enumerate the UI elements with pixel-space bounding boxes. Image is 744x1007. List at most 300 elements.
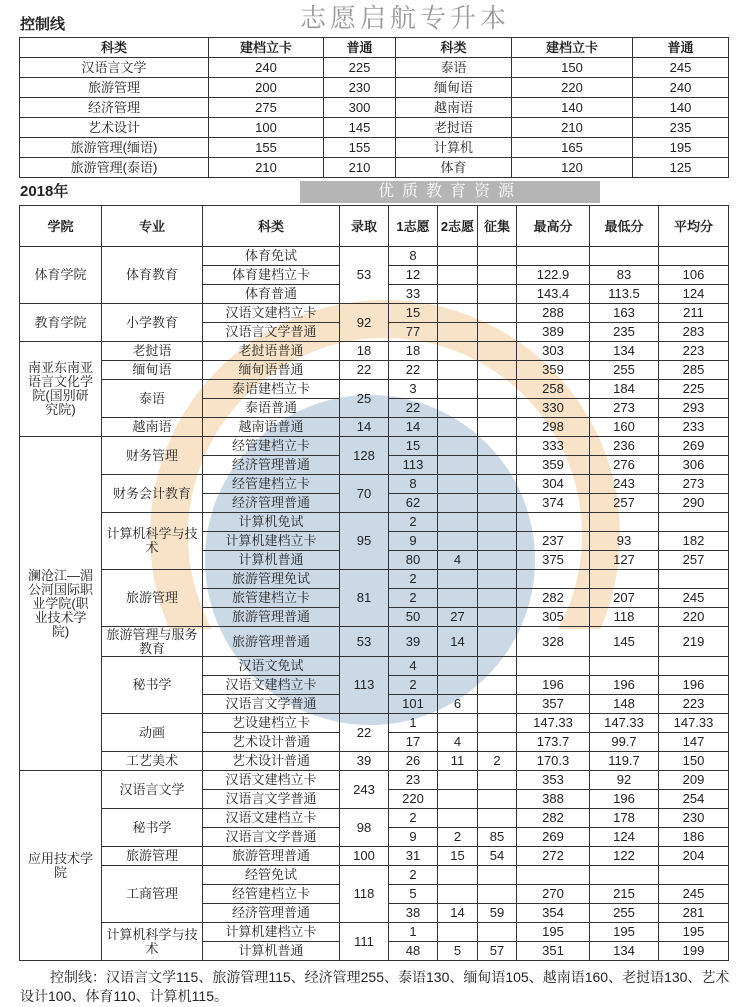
avg-score-cell: 199 bbox=[659, 942, 729, 961]
max-score-cell: 354 bbox=[517, 904, 590, 923]
supplement-cell bbox=[478, 695, 517, 714]
supplement-cell bbox=[478, 513, 517, 532]
supplement-cell bbox=[478, 657, 517, 676]
choice2-cell bbox=[438, 657, 478, 676]
avg-score-cell: 245 bbox=[659, 885, 729, 904]
choice1-cell: 38 bbox=[389, 904, 438, 923]
control-line-title: 控制线 bbox=[20, 16, 66, 33]
max-score-cell: 288 bbox=[517, 304, 590, 323]
choice1-cell: 22 bbox=[389, 361, 438, 380]
major-cell: 工商管理 bbox=[102, 866, 203, 923]
admit-count-cell: 100 bbox=[340, 847, 389, 866]
choice2-cell bbox=[438, 437, 478, 456]
category-cell: 泰语普通 bbox=[203, 399, 340, 418]
major-cell: 工艺美术 bbox=[102, 752, 203, 771]
category-cell: 体育建档立卡 bbox=[203, 266, 340, 285]
table-row bbox=[20, 714, 729, 733]
choice2-cell bbox=[438, 714, 478, 733]
max-score-cell: 333 bbox=[517, 437, 590, 456]
min-score-cell bbox=[590, 657, 659, 676]
table-row bbox=[20, 657, 729, 676]
table-cell: 195 bbox=[633, 138, 729, 158]
supplement-cell bbox=[478, 589, 517, 608]
table-cell: 经济管理 bbox=[20, 98, 209, 118]
table-cell: 210 bbox=[512, 118, 633, 138]
choice2-cell bbox=[438, 866, 478, 885]
supplement-cell bbox=[478, 809, 517, 828]
choice2-cell bbox=[438, 475, 478, 494]
choice1-cell: 26 bbox=[389, 752, 438, 771]
choice1-cell: 80 bbox=[389, 551, 438, 570]
min-score-cell: 83 bbox=[590, 266, 659, 285]
column-header: 科类 bbox=[20, 38, 209, 58]
major-cell: 秘书学 bbox=[102, 809, 203, 847]
choice2-cell bbox=[438, 771, 478, 790]
category-cell: 老挝语普通 bbox=[203, 342, 340, 361]
year-title: 2018年 bbox=[20, 183, 69, 200]
table-cell: 泰语 bbox=[396, 58, 512, 78]
min-score-cell bbox=[590, 570, 659, 589]
category-cell: 旅游管理普通 bbox=[203, 627, 340, 657]
max-score-cell: 359 bbox=[517, 456, 590, 475]
category-cell: 汉语言文学普通 bbox=[203, 323, 340, 342]
choice2-cell: 27 bbox=[438, 608, 478, 627]
max-score-cell: 359 bbox=[517, 361, 590, 380]
category-cell: 汉语文建档立卡 bbox=[203, 771, 340, 790]
table-cell: 旅游管理 bbox=[20, 78, 209, 98]
table-cell: 汉语言文学 bbox=[20, 58, 209, 78]
choice2-cell: 14 bbox=[438, 904, 478, 923]
admit-count-cell: 128 bbox=[340, 437, 389, 475]
choice1-cell: 12 bbox=[389, 266, 438, 285]
column-header: 2志愿 bbox=[438, 206, 478, 247]
avg-score-cell: 285 bbox=[659, 361, 729, 380]
avg-score-cell: 147.33 bbox=[659, 714, 729, 733]
college-cell: 体育学院 bbox=[20, 247, 102, 304]
table-row bbox=[20, 138, 729, 158]
choice1-cell: 23 bbox=[389, 771, 438, 790]
avg-score-cell: 293 bbox=[659, 399, 729, 418]
table-cell: 140 bbox=[633, 98, 729, 118]
column-header: 科类 bbox=[203, 206, 340, 247]
avg-score-cell: 223 bbox=[659, 695, 729, 714]
max-score-cell: 270 bbox=[517, 885, 590, 904]
supplement-cell bbox=[478, 323, 517, 342]
avg-score-cell: 106 bbox=[659, 266, 729, 285]
max-score-cell: 303 bbox=[517, 342, 590, 361]
table-cell: 300 bbox=[324, 98, 396, 118]
category-cell: 计算机普通 bbox=[203, 551, 340, 570]
column-header: 科类 bbox=[396, 38, 512, 58]
avg-score-cell: 186 bbox=[659, 828, 729, 847]
max-score-cell: 237 bbox=[517, 532, 590, 551]
choice1-cell: 31 bbox=[389, 847, 438, 866]
min-score-cell: 276 bbox=[590, 456, 659, 475]
min-score-cell: 127 bbox=[590, 551, 659, 570]
max-score-cell: 374 bbox=[517, 494, 590, 513]
category-cell: 计算机建档立卡 bbox=[203, 532, 340, 551]
supplement-cell bbox=[478, 551, 517, 570]
category-cell: 旅管建档立卡 bbox=[203, 589, 340, 608]
choice1-cell: 8 bbox=[389, 475, 438, 494]
min-score-cell: 184 bbox=[590, 380, 659, 399]
max-score-cell: 328 bbox=[517, 627, 590, 657]
category-cell: 经管建档立卡 bbox=[203, 437, 340, 456]
column-header: 普通 bbox=[324, 38, 396, 58]
choice1-cell: 3 bbox=[389, 380, 438, 399]
min-score-cell: 119.7 bbox=[590, 752, 659, 771]
max-score-cell: 195 bbox=[517, 923, 590, 942]
table-cell: 100 bbox=[209, 118, 324, 138]
table-cell: 旅游管理(泰语) bbox=[20, 158, 209, 178]
admit-count-cell: 53 bbox=[340, 627, 389, 657]
choice2-cell bbox=[438, 361, 478, 380]
choice2-cell: 4 bbox=[438, 551, 478, 570]
max-score-cell bbox=[517, 513, 590, 532]
choice2-cell bbox=[438, 418, 478, 437]
avg-score-cell: 220 bbox=[659, 608, 729, 627]
choice1-cell: 5 bbox=[389, 885, 438, 904]
category-cell: 汉语言文学普通 bbox=[203, 828, 340, 847]
table-row bbox=[20, 627, 729, 657]
choice1-cell: 77 bbox=[389, 323, 438, 342]
category-cell: 经管免试 bbox=[203, 866, 340, 885]
major-cell: 旅游管理 bbox=[102, 847, 203, 866]
min-score-cell: 148 bbox=[590, 695, 659, 714]
category-cell: 旅游管理普通 bbox=[203, 608, 340, 627]
min-score-cell: 163 bbox=[590, 304, 659, 323]
table-row bbox=[20, 158, 729, 178]
choice1-cell: 18 bbox=[389, 342, 438, 361]
supplement-cell: 2 bbox=[478, 752, 517, 771]
choice2-cell bbox=[438, 399, 478, 418]
header-row bbox=[20, 206, 729, 247]
admit-count-cell: 22 bbox=[340, 714, 389, 752]
table-row bbox=[20, 418, 729, 437]
table-cell: 210 bbox=[324, 158, 396, 178]
min-score-cell: 134 bbox=[590, 342, 659, 361]
max-score-cell: 389 bbox=[517, 323, 590, 342]
table-row bbox=[20, 847, 729, 866]
choice1-cell: 9 bbox=[389, 828, 438, 847]
table-cell: 225 bbox=[324, 58, 396, 78]
avg-score-cell: 254 bbox=[659, 790, 729, 809]
max-score-cell: 269 bbox=[517, 828, 590, 847]
table-cell: 155 bbox=[324, 138, 396, 158]
admit-count-cell: 39 bbox=[340, 752, 389, 771]
admit-count-cell: 14 bbox=[340, 418, 389, 437]
table-cell: 艺术设计 bbox=[20, 118, 209, 138]
category-cell: 汉语言文学普通 bbox=[203, 695, 340, 714]
table-row bbox=[20, 342, 729, 361]
min-score-cell: 196 bbox=[590, 790, 659, 809]
choice2-cell bbox=[438, 247, 478, 266]
choice1-cell: 101 bbox=[389, 695, 438, 714]
category-cell: 艺设建档立卡 bbox=[203, 714, 340, 733]
supplement-cell bbox=[478, 627, 517, 657]
supplement-cell bbox=[478, 437, 517, 456]
admit-count-cell: 70 bbox=[340, 475, 389, 513]
max-score-cell: 353 bbox=[517, 771, 590, 790]
choice1-cell: 2 bbox=[389, 866, 438, 885]
supplement-cell bbox=[478, 494, 517, 513]
max-score-cell bbox=[517, 247, 590, 266]
choice2-cell bbox=[438, 570, 478, 589]
min-score-cell: 273 bbox=[590, 399, 659, 418]
table-cell: 275 bbox=[209, 98, 324, 118]
max-score-cell: 298 bbox=[517, 418, 590, 437]
table-row bbox=[20, 437, 729, 456]
category-cell: 计算机建档立卡 bbox=[203, 923, 340, 942]
supplement-cell bbox=[478, 676, 517, 695]
min-score-cell: 99.7 bbox=[590, 733, 659, 752]
avg-score-cell: 290 bbox=[659, 494, 729, 513]
major-cell: 越南语 bbox=[102, 418, 203, 437]
category-cell: 汉语言文学普通 bbox=[203, 790, 340, 809]
college-cell: 应用技术学院 bbox=[20, 771, 102, 961]
major-cell: 泰语 bbox=[102, 380, 203, 418]
table-cell: 缅甸语 bbox=[396, 78, 512, 98]
major-cell: 秘书学 bbox=[102, 657, 203, 714]
choice1-cell: 33 bbox=[389, 285, 438, 304]
major-cell: 老挝语 bbox=[102, 342, 203, 361]
column-header: 录取 bbox=[340, 206, 389, 247]
min-score-cell: 92 bbox=[590, 771, 659, 790]
table-cell: 230 bbox=[324, 78, 396, 98]
max-score-cell: 173.7 bbox=[517, 733, 590, 752]
table-row bbox=[20, 118, 729, 138]
choice1-cell: 2 bbox=[389, 809, 438, 828]
choice2-cell: 4 bbox=[438, 733, 478, 752]
category-cell: 经济管理普通 bbox=[203, 456, 340, 475]
avg-score-cell: 196 bbox=[659, 676, 729, 695]
max-score-cell: 258 bbox=[517, 380, 590, 399]
avg-score-cell: 204 bbox=[659, 847, 729, 866]
admit-count-cell: 81 bbox=[340, 570, 389, 627]
admit-count-cell: 243 bbox=[340, 771, 389, 809]
admit-count-cell: 111 bbox=[340, 923, 389, 961]
admit-count-cell: 118 bbox=[340, 866, 389, 923]
category-cell: 计算机普通 bbox=[203, 942, 340, 961]
major-cell: 计算机科学与技术 bbox=[102, 513, 203, 570]
supplement-cell bbox=[478, 570, 517, 589]
category-cell: 汉语文免试 bbox=[203, 657, 340, 676]
choice2-cell bbox=[438, 285, 478, 304]
choice1-cell: 14 bbox=[389, 418, 438, 437]
choice1-cell: 50 bbox=[389, 608, 438, 627]
category-cell: 艺术设计普通 bbox=[203, 752, 340, 771]
table-cell: 140 bbox=[512, 98, 633, 118]
avg-score-cell: 223 bbox=[659, 342, 729, 361]
min-score-cell: 195 bbox=[590, 923, 659, 942]
max-score-cell: 282 bbox=[517, 809, 590, 828]
choice1-cell: 220 bbox=[389, 790, 438, 809]
supplement-cell bbox=[478, 304, 517, 323]
min-score-cell bbox=[590, 247, 659, 266]
choice1-cell: 2 bbox=[389, 570, 438, 589]
avg-score-cell: 195 bbox=[659, 923, 729, 942]
category-cell: 经管建档立卡 bbox=[203, 475, 340, 494]
min-score-cell: 196 bbox=[590, 676, 659, 695]
min-score-cell: 215 bbox=[590, 885, 659, 904]
table-row bbox=[20, 570, 729, 589]
table-cell: 125 bbox=[633, 158, 729, 178]
avg-score-cell: 306 bbox=[659, 456, 729, 475]
table-cell: 老挝语 bbox=[396, 118, 512, 138]
control-line-table bbox=[19, 37, 729, 178]
college-cell: 澜沧江—湄公河国际职业学院(职业技术学院) bbox=[20, 437, 102, 771]
supplement-cell bbox=[478, 475, 517, 494]
column-header: 建档立卡 bbox=[512, 38, 633, 58]
avg-score-cell: 209 bbox=[659, 771, 729, 790]
avg-score-cell bbox=[659, 657, 729, 676]
choice2-cell bbox=[438, 676, 478, 695]
choice1-cell: 2 bbox=[389, 676, 438, 695]
table-cell: 体育 bbox=[396, 158, 512, 178]
supplement-cell bbox=[478, 418, 517, 437]
min-score-cell: 236 bbox=[590, 437, 659, 456]
category-cell: 汉语文建档立卡 bbox=[203, 809, 340, 828]
supplement-cell bbox=[478, 399, 517, 418]
choice1-cell: 62 bbox=[389, 494, 438, 513]
supplement-cell: 59 bbox=[478, 904, 517, 923]
category-cell: 体育免试 bbox=[203, 247, 340, 266]
supplement-cell bbox=[478, 923, 517, 942]
choice2-cell bbox=[438, 456, 478, 475]
min-score-cell: 134 bbox=[590, 942, 659, 961]
watermark-band: 优质教育资源 bbox=[300, 181, 600, 203]
admission-table bbox=[19, 205, 729, 961]
table-cell: 245 bbox=[633, 58, 729, 78]
avg-score-cell: 281 bbox=[659, 904, 729, 923]
column-header: 平均分 bbox=[659, 206, 729, 247]
choice1-cell: 15 bbox=[389, 304, 438, 323]
supplement-cell: 54 bbox=[478, 847, 517, 866]
supplement-cell bbox=[478, 771, 517, 790]
major-cell: 体育教育 bbox=[102, 247, 203, 304]
column-header: 最低分 bbox=[590, 206, 659, 247]
category-cell: 泰语建档立卡 bbox=[203, 380, 340, 399]
max-score-cell: 305 bbox=[517, 608, 590, 627]
choice2-cell bbox=[438, 323, 478, 342]
category-cell: 艺术设计普通 bbox=[203, 733, 340, 752]
avg-score-cell: 211 bbox=[659, 304, 729, 323]
college-cell: 教育学院 bbox=[20, 304, 102, 342]
choice2-cell bbox=[438, 790, 478, 809]
table-row bbox=[20, 752, 729, 771]
avg-score-cell: 245 bbox=[659, 589, 729, 608]
max-score-cell: 351 bbox=[517, 942, 590, 961]
max-score-cell: 147.33 bbox=[517, 714, 590, 733]
category-cell: 汉语文建档立卡 bbox=[203, 304, 340, 323]
avg-score-cell: 233 bbox=[659, 418, 729, 437]
max-score-cell: 357 bbox=[517, 695, 590, 714]
choice1-cell: 1 bbox=[389, 714, 438, 733]
column-header: 1志愿 bbox=[389, 206, 438, 247]
admit-count-cell: 18 bbox=[340, 342, 389, 361]
avg-score-cell: 269 bbox=[659, 437, 729, 456]
min-score-cell: 118 bbox=[590, 608, 659, 627]
category-cell: 汉语文建档立卡 bbox=[203, 676, 340, 695]
choice1-cell: 39 bbox=[389, 627, 438, 657]
min-score-cell: 255 bbox=[590, 361, 659, 380]
major-cell: 财务会计教育 bbox=[102, 475, 203, 513]
table-cell: 165 bbox=[512, 138, 633, 158]
avg-score-cell bbox=[659, 513, 729, 532]
supplement-cell bbox=[478, 790, 517, 809]
table-row bbox=[20, 513, 729, 532]
choice1-cell: 1 bbox=[389, 923, 438, 942]
table-row bbox=[20, 78, 729, 98]
table-cell: 210 bbox=[209, 158, 324, 178]
avg-score-cell: 230 bbox=[659, 809, 729, 828]
supplement-cell bbox=[478, 714, 517, 733]
table-cell: 120 bbox=[512, 158, 633, 178]
admit-count-cell: 53 bbox=[340, 247, 389, 304]
choice2-cell bbox=[438, 494, 478, 513]
header-row bbox=[20, 38, 729, 58]
min-score-cell: 207 bbox=[590, 589, 659, 608]
table-cell: 越南语 bbox=[396, 98, 512, 118]
choice1-cell: 8 bbox=[389, 247, 438, 266]
category-cell: 体育普通 bbox=[203, 285, 340, 304]
supplement-cell: 57 bbox=[478, 942, 517, 961]
table-cell: 240 bbox=[209, 58, 324, 78]
supplement-cell bbox=[478, 342, 517, 361]
choice1-cell: 22 bbox=[389, 399, 438, 418]
avg-score-cell bbox=[659, 570, 729, 589]
table-cell: 200 bbox=[209, 78, 324, 98]
choice2-cell bbox=[438, 809, 478, 828]
category-cell: 越南语普通 bbox=[203, 418, 340, 437]
admit-count-cell: 25 bbox=[340, 380, 389, 418]
table-cell: 150 bbox=[512, 58, 633, 78]
major-cell: 计算机科学与技术 bbox=[102, 923, 203, 961]
column-header: 普通 bbox=[633, 38, 729, 58]
avg-score-cell: 257 bbox=[659, 551, 729, 570]
supplement-cell bbox=[478, 866, 517, 885]
choice2-cell: 15 bbox=[438, 847, 478, 866]
category-cell: 经管建档立卡 bbox=[203, 885, 340, 904]
major-cell: 小学教育 bbox=[102, 304, 203, 342]
min-score-cell: 147.33 bbox=[590, 714, 659, 733]
supplement-cell: 85 bbox=[478, 828, 517, 847]
supplement-cell bbox=[478, 608, 517, 627]
table-cell: 计算机 bbox=[396, 138, 512, 158]
max-score-cell bbox=[517, 866, 590, 885]
choice1-cell: 113 bbox=[389, 456, 438, 475]
min-score-cell: 124 bbox=[590, 828, 659, 847]
table-row bbox=[20, 475, 729, 494]
supplement-cell bbox=[478, 247, 517, 266]
major-cell: 旅游管理 bbox=[102, 570, 203, 627]
max-score-cell bbox=[517, 570, 590, 589]
table-cell: 240 bbox=[633, 78, 729, 98]
column-header: 征集 bbox=[478, 206, 517, 247]
supplement-cell bbox=[478, 532, 517, 551]
column-header: 专业 bbox=[102, 206, 203, 247]
max-score-cell bbox=[517, 657, 590, 676]
choice1-cell: 17 bbox=[389, 733, 438, 752]
min-score-cell: 113.5 bbox=[590, 285, 659, 304]
column-header: 建档立卡 bbox=[209, 38, 324, 58]
choice1-cell: 2 bbox=[389, 513, 438, 532]
category-cell: 计算机免试 bbox=[203, 513, 340, 532]
avg-score-cell bbox=[659, 866, 729, 885]
major-cell: 缅甸语 bbox=[102, 361, 203, 380]
major-cell: 动画 bbox=[102, 714, 203, 752]
category-cell: 旅游管理免试 bbox=[203, 570, 340, 589]
